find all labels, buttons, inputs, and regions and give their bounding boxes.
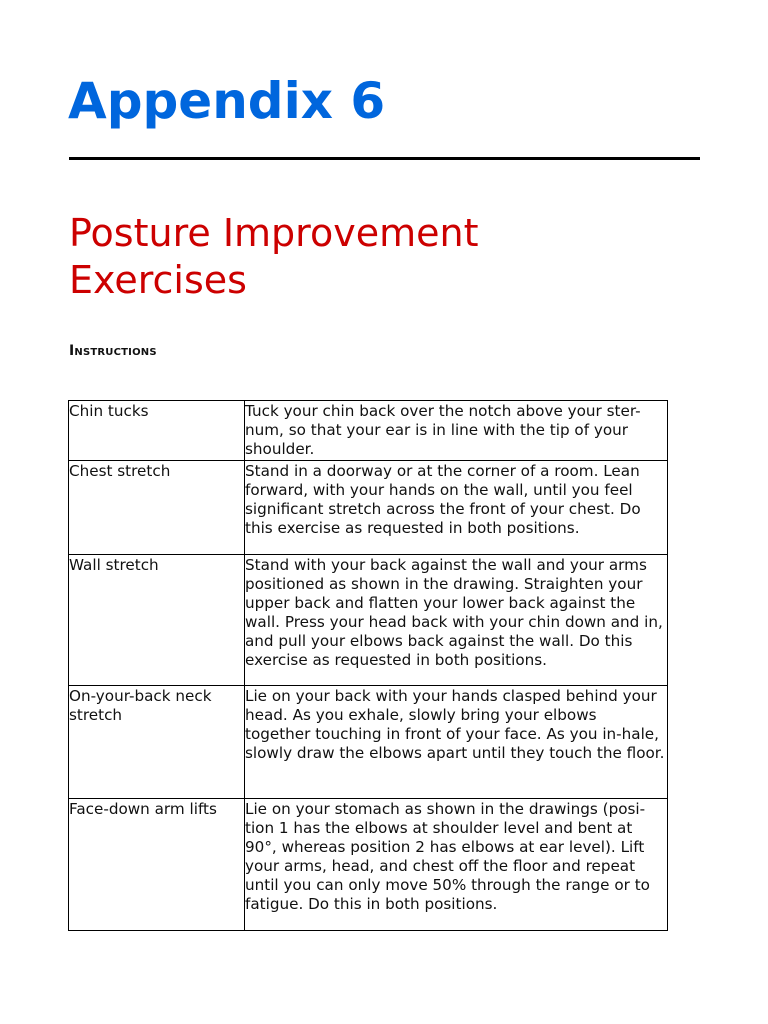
table-row — [69, 555, 668, 686]
exercise-description: Stand with your back against the wall and your arms positioned as shown in the drawing. Straighten your upper back and flatten your lower back against the wall. Press your head back with your chin down and in, and pull your elbows back against the wall. Do this exercise as requested in both positions. — [245, 555, 668, 686]
title-divider — [69, 157, 700, 160]
exercise-description: Tuck your chin back over the notch above your ster-num, so that your ear is in line with the tip of your shoulder. — [245, 401, 668, 461]
section-title-line-1: Posture Improvement — [69, 211, 479, 255]
table-row — [69, 401, 668, 461]
exercise-name: Face-down arm lifts — [69, 799, 245, 931]
exercise-description: Lie on your stomach as shown in the drawings (posi-tion 1 has the elbows at shoulder level and bent at 90°, whereas position 2 has elbows at ear level). Lift your arms, head, and chest off the floor and repeat until you can only move 50% through the range or to fatigue. Do this in both positions. — [245, 799, 668, 931]
exercise-name: On-your-back neck stretch — [69, 686, 245, 799]
table-row — [69, 461, 668, 555]
section-title-line-2: Exercises — [69, 258, 247, 302]
exercise-description: Stand in a doorway or at the corner of a room. Lean forward, with your hands on the wall, until you feel significant stretch across the front of your chest. Do this exercise as requested in both positions. — [245, 461, 668, 555]
table-row — [69, 799, 668, 931]
table-row — [69, 686, 668, 799]
exercise-name: Chest stretch — [69, 461, 245, 555]
exercise-name: Wall stretch — [69, 555, 245, 686]
exercise-description: Lie on your back with your hands clasped behind your head. As you exhale, slowly bring your elbows together touching in front of your face. As you in-hale, slowly draw the elbows apart until they touch the floor. — [245, 686, 668, 799]
instructions-heading: Instructions — [69, 343, 157, 359]
section-title — [69, 210, 689, 304]
appendix-title: Appendix 6 — [68, 72, 386, 130]
exercise-name: Chin tucks — [69, 401, 245, 461]
exercise-table — [68, 400, 668, 931]
